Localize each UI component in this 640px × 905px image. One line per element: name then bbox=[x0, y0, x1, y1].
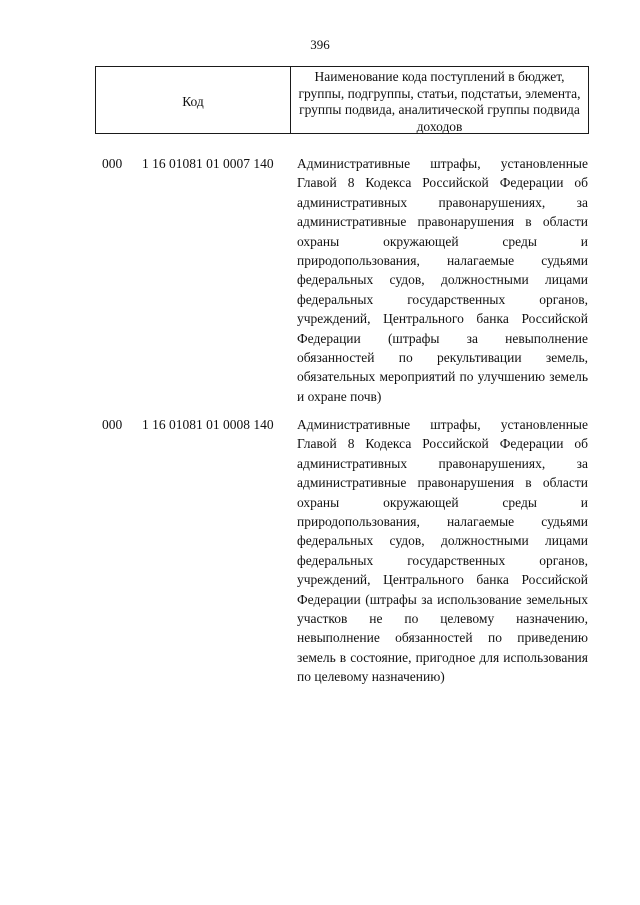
header-table bbox=[95, 66, 589, 134]
revenue-description: Административные штрафы, установленные Главой 8 Кодекса Российской Федерации об административных правонарушениях, за административные правонарушения в области охраны окружающей среды и природопользования, налагаемые судьями федеральных судов, должностными лицами федеральных государственных органов, учреждений, Центрального банка Российской Федерации (штрафы за использование земельных участков не по целевому назначению, невыполнение обязанностей по приведению земель в состояние, пригодное для использования по целевому назначению) bbox=[297, 417, 588, 685]
administrator-code: 000 bbox=[102, 156, 123, 171]
header-name-column: Наименование кода поступлений в бюджет, группы, подгруппы, статьи, подстатьи, элемента, группы подвида, аналитической группы подвида доходов bbox=[298, 69, 581, 134]
revenue-code: 1 16 01081 01 0007 140 bbox=[142, 156, 274, 171]
revenue-code: 1 16 01081 01 0008 140 bbox=[142, 417, 274, 432]
header-code-column: Код bbox=[96, 67, 291, 133]
page-number: 396 bbox=[310, 37, 330, 52]
administrator-code: 000 bbox=[102, 417, 123, 432]
revenue-description: Административные штрафы, установленные Главой 8 Кодекса Российской Федерации об административных правонарушениях, за административные правонарушения в области охраны окружающей среды и природопользования, налагаемые судьями федеральных судов, должностными лицами федеральных государственных органов, учреждений, Центрального банка Российской Федерации (штрафы за невыполнение обязанностей по рекультивации земель, обязательных мероприятий по улучшению земель и охране почв) bbox=[297, 156, 588, 404]
